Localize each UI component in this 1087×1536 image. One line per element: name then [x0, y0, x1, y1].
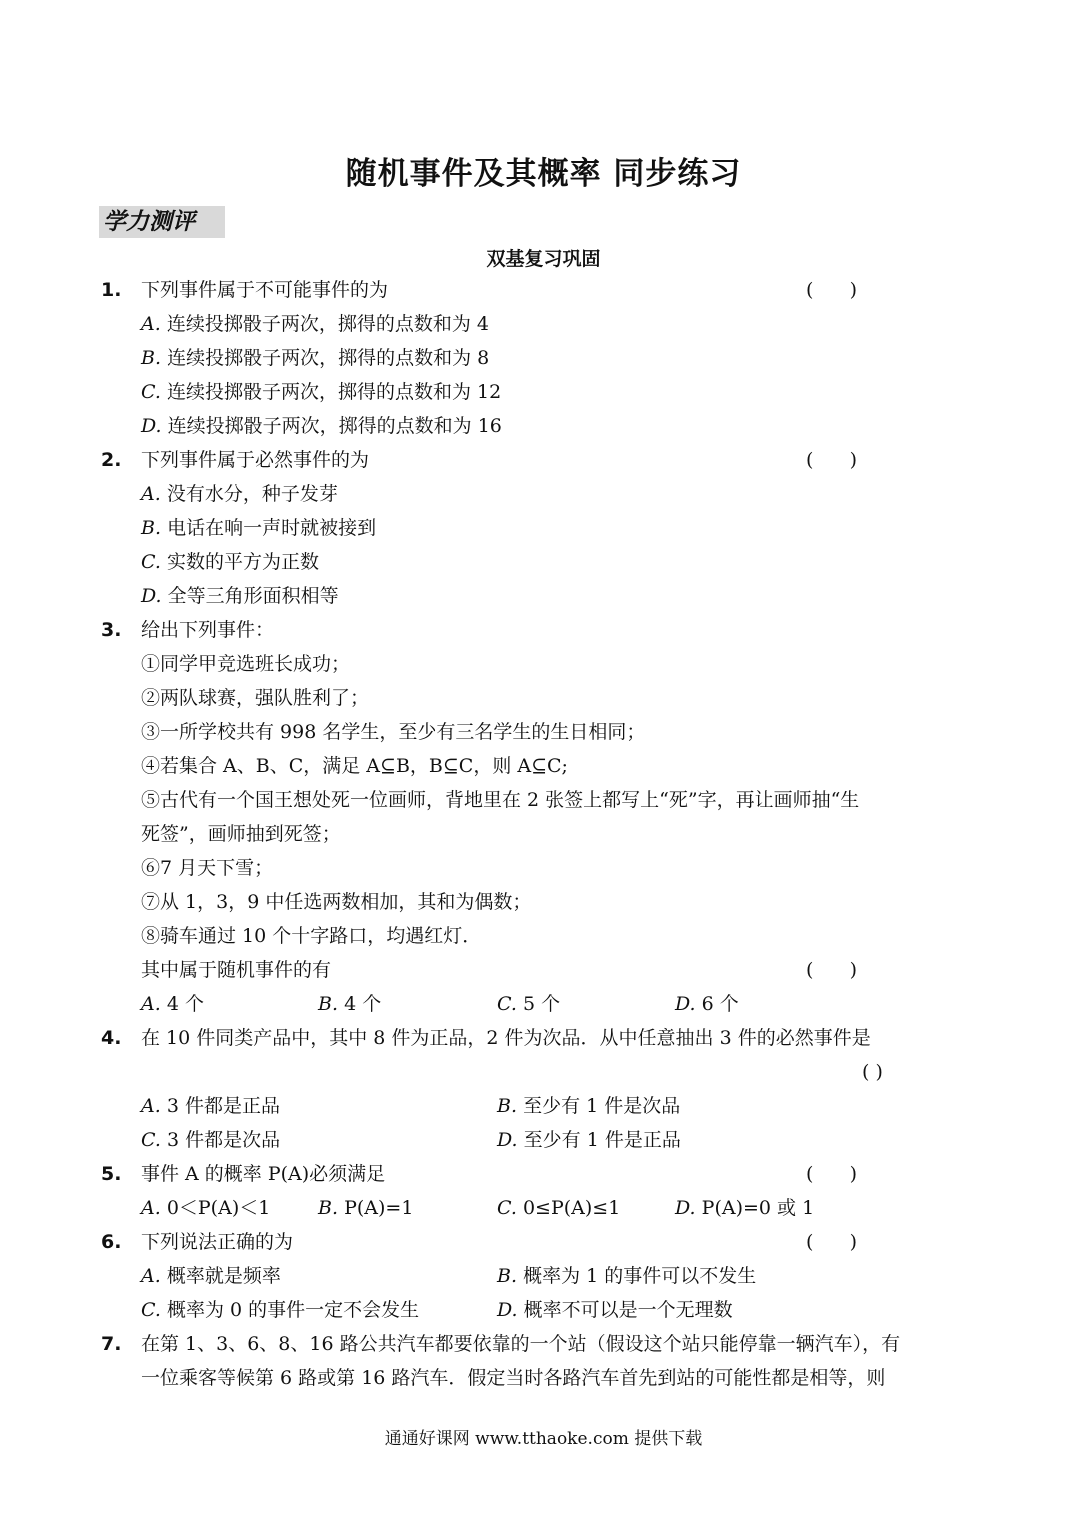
question-prompt: 其中属于随机事件的有	[141, 959, 332, 981]
option-d: D. 全等三角形面积相等	[141, 585, 339, 607]
question-text: 下列事件属于必然事件的为	[141, 449, 370, 471]
answer-blank: ( )	[806, 279, 858, 301]
option-c: C. 实数的平方为正数	[141, 551, 319, 573]
option-a: A. 3 件都是正品	[141, 1095, 280, 1117]
question-number: 5.	[101, 1163, 122, 1185]
event-item-6: ⑥7 月天下雪；	[141, 857, 274, 879]
event-item-4: ④若集合 A、B、C，满足 A⊆B，B⊆C，则 A⊆C;	[141, 755, 568, 777]
option-c: C. 5 个	[497, 993, 561, 1015]
page-title: 随机事件及其概率 同步练习	[345, 156, 742, 192]
question-3	[101, 616, 275, 644]
option-a: A. 4 个	[141, 993, 204, 1015]
question-number: 6.	[101, 1231, 122, 1253]
question-text-cont: 一位乘客等候第 6 路或第 16 路汽车．假定当时各路汽车首先到站的可能性都是相等，则	[141, 1367, 886, 1389]
option-b: B. P(A)=1	[318, 1197, 414, 1219]
option-b: B. 电话在响一声时就被接到	[141, 517, 377, 539]
answer-blank: ( )	[806, 1231, 858, 1253]
option-a: A. 0＜P(A)＜1	[141, 1197, 271, 1219]
question-text: 下列事件属于不可能事件的为	[141, 279, 389, 301]
question-5	[101, 1160, 386, 1188]
event-item-5-cont: 死签”，画师抽到死签；	[141, 823, 341, 845]
option-d: D. 连续投掷骰子两次，掷得的点数和为 16	[141, 415, 502, 437]
option-c: C. 0≤P(A)≤1	[497, 1197, 621, 1219]
option-b: B. 概率为 1 的事件可以不发生	[497, 1265, 757, 1287]
section-tag: 学力测评	[99, 206, 225, 238]
question-text: 给出下列事件：	[141, 619, 275, 641]
question-number: 7.	[101, 1333, 122, 1355]
question-text: 下列说法正确的为	[141, 1231, 294, 1253]
event-item-1: ①同学甲竞选班长成功；	[141, 653, 351, 675]
answer-blank: ( )	[806, 959, 858, 981]
question-number: 4.	[101, 1027, 122, 1049]
question-number: 1.	[101, 279, 122, 301]
section-subtitle: 双基复习巩固	[486, 248, 601, 270]
question-7	[101, 1330, 901, 1358]
option-d: D. 6 个	[675, 993, 739, 1015]
question-1	[101, 276, 389, 304]
option-a: A. 没有水分，种子发芽	[141, 483, 338, 505]
option-d: D. P(A)=0 或 1	[675, 1197, 815, 1219]
answer-blank: ( )	[806, 449, 858, 471]
question-4	[101, 1024, 871, 1052]
question-text: 在 10 件同类产品中，其中 8 件为正品，2 件为次品．从中任意抽出 3 件的必然事件是	[141, 1027, 871, 1049]
event-item-2: ②两队球赛，强队胜利了；	[141, 687, 370, 709]
question-text: 在第 1、3、6、8、16 路公共汽车都要依靠的一个站（假设这个站只能停靠一辆汽车），有	[141, 1333, 901, 1355]
footer-text: 通通好课网 www.tthaoke.com 提供下载	[384, 1429, 703, 1449]
question-6	[101, 1228, 294, 1256]
option-b: B. 4 个	[318, 993, 382, 1015]
question-text: 事件 A 的概率 P(A)必须满足	[141, 1163, 386, 1185]
event-item-5: ⑤古代有一个国王想处死一位画师，背地里在 2 张签上都写上“死”字，再让画师抽“生	[141, 789, 860, 811]
option-c: C. 概率为 0 的事件一定不会发生	[141, 1299, 420, 1321]
answer-blank: ( )	[806, 1163, 858, 1185]
option-b: B. 至少有 1 件是次品	[497, 1095, 681, 1117]
question-number: 3.	[101, 619, 122, 641]
answer-blank: ( )	[862, 1061, 883, 1083]
question-number: 2.	[101, 449, 122, 471]
option-c: C. 连续投掷骰子两次，掷得的点数和为 12	[141, 381, 502, 403]
event-item-3: ③一所学校共有 998 名学生，至少有三名学生的生日相同；	[141, 721, 646, 743]
event-item-7: ⑦从 1，3，9 中任选两数相加，其和为偶数；	[141, 891, 532, 913]
option-c: C. 3 件都是次品	[141, 1129, 281, 1151]
question-2	[101, 446, 370, 474]
option-d: D. 概率不可以是一个无理数	[497, 1299, 733, 1321]
option-a: A. 概率就是频率	[141, 1265, 281, 1287]
option-a: A. 连续投掷骰子两次，掷得的点数和为 4	[141, 313, 489, 335]
event-item-8: ⑧骑车通过 10 个十字路口，均遇红灯．	[141, 925, 482, 947]
option-b: B. 连续投掷骰子两次，掷得的点数和为 8	[141, 347, 490, 369]
option-d: D. 至少有 1 件是正品	[497, 1129, 681, 1151]
